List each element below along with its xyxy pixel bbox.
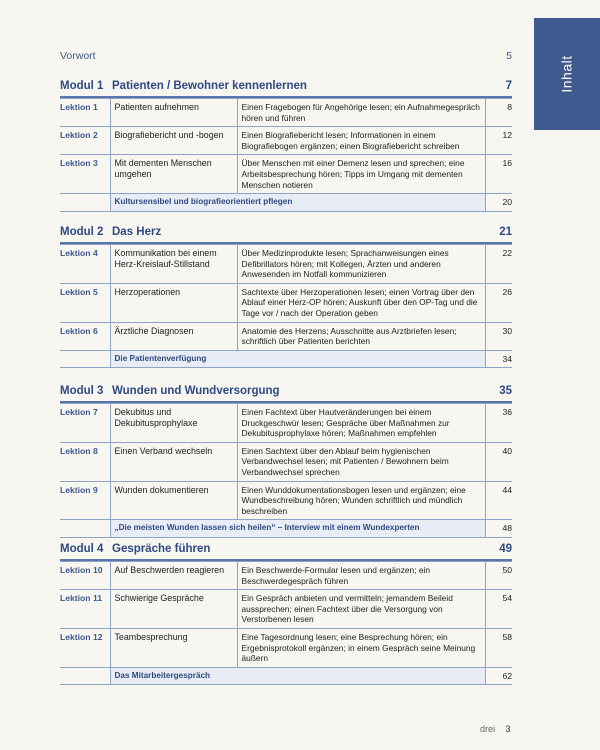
lesson-title: Einen Verband wechseln (110, 442, 237, 481)
lesson-title: Schwierige Gespräche (110, 590, 237, 629)
lesson-description: Einen Wunddokumentationsbogen lesen und ergänzen; eine Wundbeschreibung hören; Wunden schriftlich und mündlich beschreiben (237, 481, 485, 520)
vorwort-row[interactable] (60, 50, 512, 62)
lesson-description: Einen Fachtext über Hautveränderungen bei einem Druckgeschwür lesen; Gespräche über Maßnahmen zur Dekubitusprophylaxe hören; Maßnahmen empfehlen (237, 404, 485, 443)
special-topic-page: 48 (485, 520, 512, 538)
lesson-row[interactable] (60, 127, 512, 155)
lesson-number: Lektion 8 (60, 442, 110, 481)
lesson-description: Einen Biografiebericht lesen; Informationen in einem Biografiebogen ergänzen; einen Biografiebericht schreiben (237, 127, 485, 155)
lesson-page: 36 (485, 404, 512, 443)
lesson-number: Lektion 12 (60, 628, 110, 667)
lesson-title: Ärztliche Diagnosen (110, 322, 237, 350)
lesson-title: Wunden dokumentieren (110, 481, 237, 520)
lesson-row[interactable] (60, 155, 512, 194)
lesson-table (60, 561, 512, 685)
lesson-page: 16 (485, 155, 512, 194)
lesson-page: 12 (485, 127, 512, 155)
module-page: 49 (499, 543, 512, 555)
lesson-number: Lektion 1 (60, 99, 110, 127)
module-4 (60, 543, 512, 685)
module-page: 7 (505, 80, 512, 92)
lesson-number: Lektion 3 (60, 155, 110, 194)
module-title: Das Herz (112, 226, 162, 238)
module-heading[interactable] (60, 80, 512, 98)
special-topic-title: Die Patientenverfügung (110, 350, 485, 368)
module-3 (60, 385, 512, 538)
lesson-number: Lektion 9 (60, 481, 110, 520)
module-label: Modul 2 (60, 226, 104, 238)
lesson-title: Biografiebericht und -bogen (110, 127, 237, 155)
lesson-title: Mit dementen Menschen umgehen (110, 155, 237, 194)
lesson-title: Herzoperationen (110, 283, 237, 322)
module-title: Patienten / Bewohner kennenlernen (112, 80, 307, 92)
page-footer (480, 724, 511, 734)
module-title: Wunden und Wundversorgung (112, 385, 280, 397)
lesson-title: Dekubitus und Dekubitusprophylaxe (110, 404, 237, 443)
lesson-number: Lektion 5 (60, 283, 110, 322)
lesson-page: 26 (485, 283, 512, 322)
module-heading[interactable] (60, 543, 512, 561)
lesson-row[interactable] (60, 628, 512, 667)
lesson-number: Lektion 2 (60, 127, 110, 155)
lesson-row[interactable] (60, 322, 512, 350)
vorwort-page: 5 (506, 50, 512, 62)
lesson-row[interactable] (60, 481, 512, 520)
side-tab-label: Inhalt (559, 55, 575, 93)
lesson-description: Über Medizinprodukte lesen; Sprachanweisungen eines Defibrillators hören; mit Kollegen, Ärzten und anderen Anwesenden im Notfall kommunizieren (237, 245, 485, 284)
lesson-description: Ein Beschwerde-Formular lesen und ergänzen; ein Beschwerdegespräch führen (237, 562, 485, 590)
lesson-page: 30 (485, 322, 512, 350)
module-1 (60, 80, 512, 212)
vorwort-label: Vorwort (60, 50, 96, 62)
lesson-row[interactable] (60, 245, 512, 284)
lesson-row[interactable] (60, 590, 512, 629)
lesson-description: Sachtexte über Herzoperationen lesen; einen Vortrag über den Ablauf einer Herz-OP hören; Auskunft über den OP-Tag und die Tage vor / nach der Operation geben (237, 283, 485, 322)
lesson-row[interactable] (60, 442, 512, 481)
lesson-row[interactable] (60, 562, 512, 590)
module-page: 35 (499, 385, 512, 397)
special-topic-row[interactable] (60, 194, 512, 212)
lesson-table (60, 403, 512, 538)
module-page: 21 (499, 226, 512, 238)
special-topic-row[interactable] (60, 350, 512, 368)
lesson-description: Einen Sachtext über den Ablauf beim hygienischen Verbandwechsel lesen; mit Patienten / Bewohnern beim Verbandwechsel sprechen (237, 442, 485, 481)
lesson-description: Einen Fragebogen für Angehörige lesen; ein Aufnahmegespräch hören und führen (237, 99, 485, 127)
lesson-page: 44 (485, 481, 512, 520)
lesson-number: Lektion 4 (60, 245, 110, 284)
module-heading[interactable] (60, 226, 512, 244)
lesson-description: Anatomie des Herzens; Ausschnitte aus Arztbriefen lesen; schriftlich über Patienten berichten (237, 322, 485, 350)
module-label: Modul 3 (60, 385, 104, 397)
special-topic-page: 20 (485, 194, 512, 212)
special-topic-title: „Die meisten Wunden lassen sich heilen“ – Interview mit einem Wundexperten (110, 520, 485, 538)
lesson-number: Lektion 6 (60, 322, 110, 350)
special-topic-page: 62 (485, 667, 512, 685)
contents-side-tab (534, 18, 600, 130)
module-2 (60, 226, 512, 368)
lesson-page: 54 (485, 590, 512, 629)
lesson-table (60, 98, 512, 212)
module-label: Modul 4 (60, 543, 104, 555)
lesson-page: 40 (485, 442, 512, 481)
lesson-page: 22 (485, 245, 512, 284)
lesson-row[interactable] (60, 99, 512, 127)
special-topic-row[interactable] (60, 520, 512, 538)
special-topic-title: Kultursensibel und biografieorientiert pflegen (110, 194, 485, 212)
lesson-row[interactable] (60, 283, 512, 322)
module-heading[interactable] (60, 385, 512, 403)
lesson-description: Eine Tagesordnung lesen; eine Besprechung hören; ein Ergebnisprotokoll ergänzen; in einem Gespräch seine Meinung äußern (237, 628, 485, 667)
module-title: Gespräche führen (112, 543, 211, 555)
lesson-page: 50 (485, 562, 512, 590)
lesson-description: Über Menschen mit einer Demenz lesen und sprechen; eine Arbeitsbesprechung hören; Tipps im Umgang mit dementen Menschen notieren (237, 155, 485, 194)
special-topic-row[interactable] (60, 667, 512, 685)
lesson-number: Lektion 10 (60, 562, 110, 590)
lesson-page: 8 (485, 99, 512, 127)
page-number: 3 (505, 724, 511, 734)
special-topic-page: 34 (485, 350, 512, 368)
lesson-title: Teambesprechung (110, 628, 237, 667)
lesson-row[interactable] (60, 404, 512, 443)
module-label: Modul 1 (60, 80, 104, 92)
lesson-title: Auf Beschwerden reagieren (110, 562, 237, 590)
special-topic-title: Das Mitarbeitergespräch (110, 667, 485, 685)
lesson-description: Ein Gespräch anbieten und vermitteln; jemandem Beileid aussprechen; einen Fachtext über die Versorgung von Verstorbenen lesen (237, 590, 485, 629)
lesson-title: Kommunikation bei einem Herz-Kreislauf-Stillstand (110, 245, 237, 284)
lesson-page: 58 (485, 628, 512, 667)
lesson-title: Patienten aufnehmen (110, 99, 237, 127)
lesson-number: Lektion 11 (60, 590, 110, 629)
page-number-word: drei (480, 724, 496, 734)
lesson-table (60, 244, 512, 368)
lesson-number: Lektion 7 (60, 404, 110, 443)
